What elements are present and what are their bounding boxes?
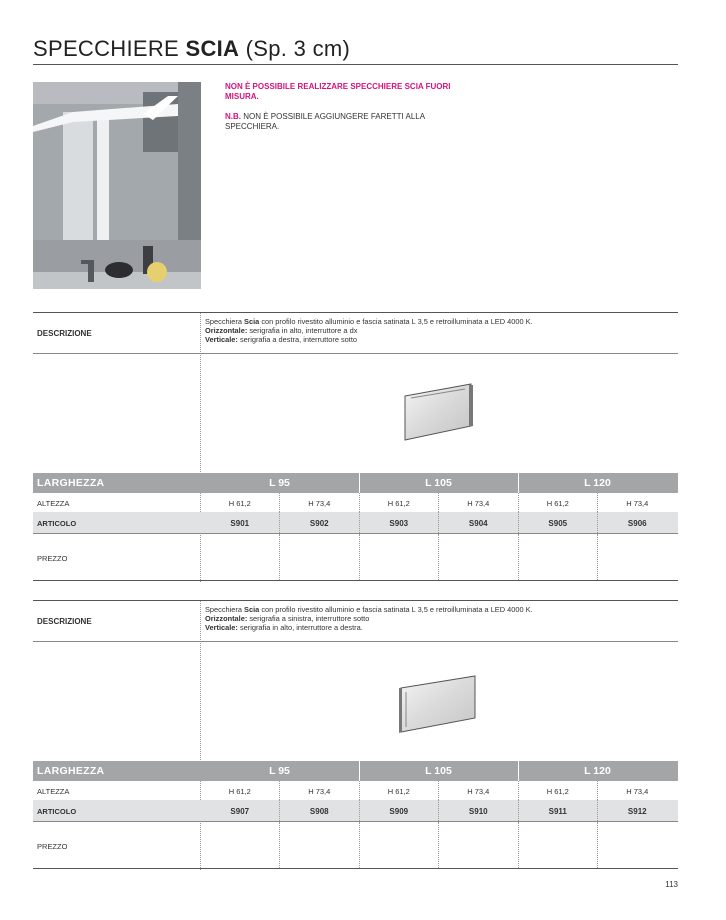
article-code: S904 xyxy=(468,519,488,528)
desc-detail: con profilo rivestito alluminio e fascia satinata L 3,5 e retroilluminata a LED 4000 K. xyxy=(261,317,533,326)
mirror-vertical-image xyxy=(397,674,479,736)
custom-size-warning: NON È POSSIBILE REALIZZARE SPECCHIERE SCIA FUORI MISURA. xyxy=(225,82,451,101)
width-group-1: L 95 xyxy=(269,477,290,489)
hero-photo xyxy=(33,82,201,289)
height-cell: H 73,4 xyxy=(308,499,331,508)
height-cell: H 73,4 xyxy=(308,787,331,796)
height-row xyxy=(33,493,678,512)
description-text xyxy=(205,605,675,632)
description-label: DESCRIZIONE xyxy=(37,329,92,338)
desc-horizontal-label: Orizzontale: xyxy=(205,614,248,623)
title-rule xyxy=(33,64,678,65)
desc-intro: Specchiera xyxy=(205,605,242,614)
height-cell: H 61,2 xyxy=(228,499,251,508)
height-cell: H 61,2 xyxy=(387,787,410,796)
height-row xyxy=(33,781,678,800)
article-code: S907 xyxy=(230,807,250,816)
product-block-1 xyxy=(33,312,678,581)
description-text xyxy=(205,317,675,344)
height-cell: H 61,2 xyxy=(228,787,251,796)
article-code: S903 xyxy=(389,519,409,528)
title-suffix: (Sp. 3 cm) xyxy=(245,36,351,61)
article-code: S911 xyxy=(548,807,567,816)
desc-product-name: Scia xyxy=(244,317,260,326)
article-code: S905 xyxy=(548,519,568,528)
price-row xyxy=(33,821,678,869)
description-label: DESCRIZIONE xyxy=(37,617,92,626)
width-group-2: L 105 xyxy=(425,765,452,777)
desc-horizontal-label: Orizzontale: xyxy=(205,326,248,335)
page-number: 113 xyxy=(665,880,678,889)
title-product-name: SCIA xyxy=(185,36,240,61)
desc-horizontal-text: serigrafia in alto, interruttore a dx xyxy=(249,326,358,335)
article-row xyxy=(33,800,678,821)
nb-text: NON È POSSIBILE AGGIUNGERE FARETTI ALLA SPECCHIERA. xyxy=(225,112,425,131)
price-row xyxy=(33,533,678,581)
price-label: PREZZO xyxy=(37,554,68,563)
desc-product-name: Scia xyxy=(244,605,260,614)
article-code: S912 xyxy=(627,807,647,816)
width-label: LARGHEZZA xyxy=(37,765,105,777)
desc-vertical-text: serigrafia in alto, interruttore a destra. xyxy=(239,623,363,632)
desc-vertical-label: Verticale: xyxy=(205,335,238,344)
height-cell: H 73,4 xyxy=(626,499,649,508)
article-code: S906 xyxy=(627,519,647,528)
height-label: ALTEZZA xyxy=(37,499,70,508)
description-row xyxy=(33,312,678,354)
nb-label: N.B. xyxy=(225,112,241,121)
width-header-row xyxy=(33,473,678,493)
height-cell: H 61,2 xyxy=(387,499,410,508)
article-row xyxy=(33,512,678,533)
width-group-3: L 120 xyxy=(584,765,611,777)
product-block-2 xyxy=(33,600,678,869)
article-code: S901 xyxy=(230,519,250,528)
price-label: PREZZO xyxy=(37,842,68,851)
desc-detail: con profilo rivestito alluminio e fascia satinata L 3,5 e retroilluminata a LED 4000 K. xyxy=(261,605,533,614)
desc-vertical-label: Verticale: xyxy=(205,623,238,632)
desc-vertical-text: serigrafia a destra, interruttore sotto xyxy=(239,335,358,344)
height-cell: H 61,2 xyxy=(546,499,569,508)
article-code: S902 xyxy=(309,519,329,528)
height-cell: H 73,4 xyxy=(626,787,649,796)
width-group-2: L 105 xyxy=(425,477,452,489)
width-group-3: L 120 xyxy=(584,477,611,489)
width-label: LARGHEZZA xyxy=(37,477,105,489)
mirror-horizontal-image xyxy=(403,382,475,442)
product-image-area xyxy=(33,642,678,761)
article-code: S908 xyxy=(309,807,329,816)
nb-note xyxy=(225,112,455,132)
product-image-area xyxy=(33,354,678,473)
height-cell: H 73,4 xyxy=(467,499,490,508)
height-cell: H 73,4 xyxy=(467,787,490,796)
page-title xyxy=(33,36,350,62)
description-row xyxy=(33,600,678,642)
desc-intro: Specchiera xyxy=(205,317,242,326)
desc-horizontal-text: serigrafia a sinistra, interruttore sotto xyxy=(249,614,370,623)
article-label: ARTICOLO xyxy=(37,807,77,816)
title-prefix: SPECCHIERE xyxy=(33,36,180,61)
article-code: S909 xyxy=(389,807,409,816)
article-label: ARTICOLO xyxy=(37,519,77,528)
width-header-row xyxy=(33,761,678,781)
height-label: ALTEZZA xyxy=(37,787,70,796)
width-group-1: L 95 xyxy=(269,765,290,777)
article-code: S910 xyxy=(468,807,488,816)
notice xyxy=(225,82,455,132)
height-cell: H 61,2 xyxy=(546,787,569,796)
